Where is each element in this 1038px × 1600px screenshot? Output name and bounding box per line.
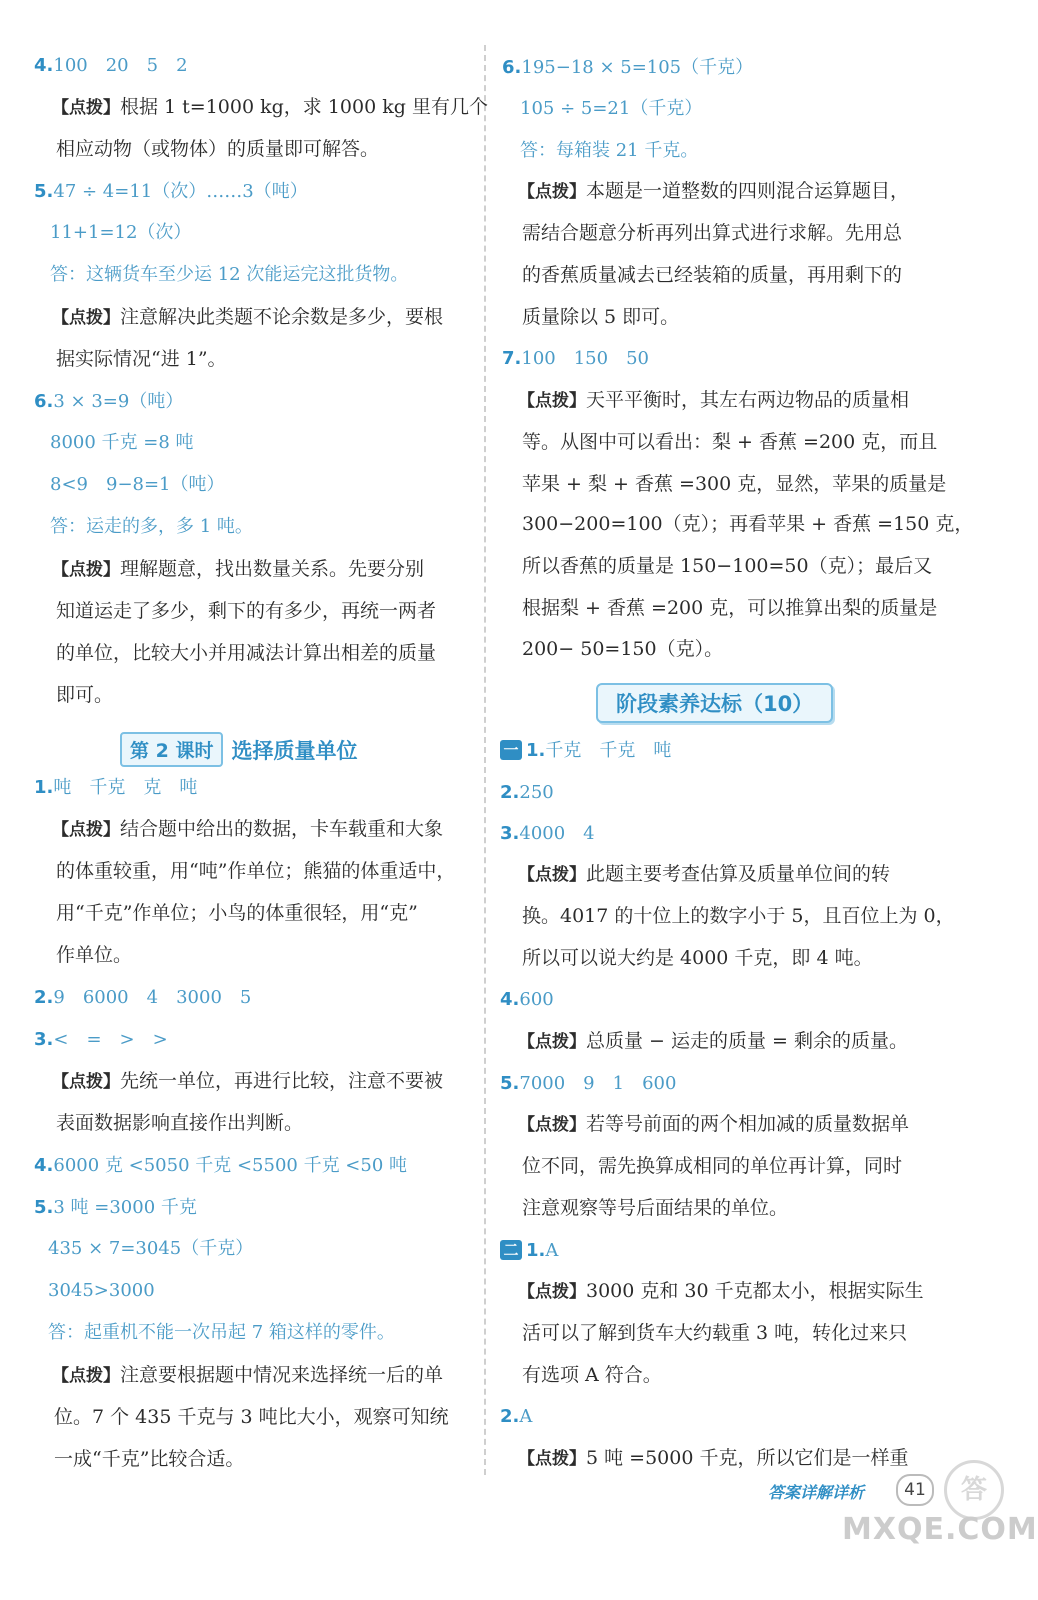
lesson-tip-1-line-3: 用“千克”作单位；小鸟的体重很轻，用“克” (56, 902, 418, 924)
tip-4-line-2: 相应动物（或物体）的质量即可解答。 (56, 138, 380, 160)
part-1-answer-4: 4.600 (500, 989, 554, 1010)
lesson-answer-3: 3.< = > > (34, 1029, 168, 1050)
r-tip-7-line-2: 等。从图中可以看出：梨 + 香蕉 =200 克，而且 (522, 431, 938, 453)
lesson-tip-5-line-1: 【点拨】注意要根据题中情况来选择统一后的单 (52, 1364, 444, 1386)
part-2-tip-1-line-2: 活可以了解到货车大约载重 3 吨，转化过来只 (522, 1322, 908, 1344)
r-tip-7-line-4: 300−200=100（克）；再看苹果 + 香蕉 =150 克， (522, 513, 974, 535)
part-2-tip-1-line-1: 【点拨】3000 克和 30 千克都太小，根据实际生 (518, 1280, 924, 1302)
answer-4: 4.100 20 5 2 (34, 55, 188, 76)
lesson-answer-5: 5.3 吨 =3000 千克 (34, 1197, 197, 1218)
part-2-answer-2: 2.A (500, 1406, 533, 1427)
part-1-tip-5-line-3: 注意观察等号后面结果的单位。 (522, 1197, 789, 1219)
lesson-tip-5-line-3: 一成“千克”比较合适。 (54, 1448, 245, 1470)
answer-6-line-2: 8000 千克 =8 吨 (50, 432, 194, 453)
tip-6-line-2: 知道运走了多少，剩下的有多少，再统一两者 (56, 600, 437, 622)
r-tip-7-line-6: 根据梨 + 香蕉 =200 克，可以推算出梨的质量是 (522, 597, 938, 619)
part-1-badge: 一 (500, 740, 522, 760)
lesson-heading (120, 732, 357, 767)
lesson-answer-1: 1.吨 千克 克 吨 (34, 777, 198, 798)
tip-5-line-1: 【点拨】注意解决此类题不论余数是多少，要根 (52, 306, 444, 328)
lesson-tip-5-line-2: 位。7 个 435 千克与 3 吨比大小，观察可知统 (54, 1406, 449, 1428)
part-1-answer-3: 3.4000 4 (500, 823, 595, 844)
lesson-tip-1-line-4: 作单位。 (56, 944, 133, 966)
r-answer-7: 7.100 150 50 (502, 348, 649, 369)
lesson-tip-1-line-1: 【点拨】结合题中给出的数据，卡车载重和大象 (52, 818, 444, 840)
footer-label: 答案详解详析 (768, 1483, 865, 1502)
lesson-answer-2: 2.9 6000 4 3000 5 (34, 987, 252, 1008)
answer-6: 6.3 × 3=9（吨） (34, 391, 184, 412)
part-2-badge: 二 (500, 1240, 522, 1260)
lesson-answer-5-line-4: 答：起重机不能一次吊起 7 箱这样的零件。 (48, 1322, 395, 1343)
lesson-tip-1-line-2: 的体重较重，用“吨”作单位；熊猫的体重适中， (56, 860, 456, 882)
lesson-answer-4: 4.6000 克 <5050 千克 <5500 千克 <50 吨 (34, 1155, 408, 1176)
r-tip-6-line-4: 质量除以 5 即可。 (522, 306, 680, 328)
lesson-tip-3-line-2: 表面数据影响直接作出判断。 (56, 1112, 304, 1134)
r-answer-6-line-3: 答：每箱装 21 千克。 (520, 140, 699, 161)
part-1-tip-3-line-3: 所以可以说大约是 4000 千克，即 4 吨。 (522, 947, 873, 969)
r-answer-6: 6.195−18 × 5=105（千克） (502, 57, 754, 78)
column-divider (484, 45, 486, 1475)
part-1-tip-5-line-1: 【点拨】若等号前面的两个相加减的质量数据单 (518, 1113, 910, 1135)
answer-6-line-3: 8<9 9−8=1（吨） (50, 474, 225, 495)
r-tip-7-line-5: 所以香蕉的质量是 150−100=50（克）；最后又 (522, 555, 933, 577)
r-tip-7-line-1: 【点拨】天平平衡时，其左右两边物品的质量相 (518, 389, 910, 411)
answer-5-line-3: 答：这辆货车至少运 12 次能运完这批货物。 (50, 264, 409, 285)
part-1-tip-3-line-2: 换。4017 的十位上的数字小于 5，且百位上为 0， (522, 905, 955, 927)
tip-5-line-2: 据实际情况“进 1”。 (56, 348, 227, 370)
watermark-seal: 答 (944, 1460, 1004, 1520)
answer-5-line-2: 11+1=12（次） (50, 222, 192, 243)
r-answer-6-line-2: 105 ÷ 5=21（千克） (520, 98, 703, 119)
r-tip-7-line-7: 200− 50=150（克）。 (522, 638, 724, 660)
tip-6-line-4: 即可。 (56, 684, 114, 706)
lesson-answer-5-line-3: 3045>3000 (48, 1280, 155, 1301)
r-tip-6-line-2: 需结合题意分析再列出算式进行求解。先用总 (522, 222, 903, 244)
part-1-answer-5: 5.7000 9 1 600 (500, 1073, 677, 1094)
stage-title: 阶段素养达标（10） (596, 683, 833, 723)
lesson-answer-5-line-2: 435 × 7=3045（千克） (48, 1238, 254, 1259)
answer-6-line-4: 答：运走的多，多 1 吨。 (50, 516, 253, 537)
watermark-text: MXQE.COM (842, 1512, 1038, 1547)
part-2-tip-2-line-1: 【点拨】5 吨 =5000 千克，所以它们是一样重 (518, 1447, 909, 1469)
part-1-tip-4: 【点拨】总质量 − 运走的质量 = 剩余的质量。 (518, 1030, 908, 1052)
part-1-answer-1: 一 1.千克 千克 吨 (500, 738, 671, 763)
r-tip-6-line-3: 的香蕉质量减去已经装箱的质量，再用剩下的 (522, 264, 903, 286)
r-tip-6-line-1: 【点拨】本题是一道整数的四则混合运算题目， (518, 180, 910, 202)
part-1-tip-5-line-2: 位不同，需先换算成相同的单位再计算，同时 (522, 1155, 903, 1177)
answer-5: 5.47 ÷ 4=11（次）……3（吨） (34, 181, 308, 202)
tip-4-line-1: 【点拨】根据 1 t=1000 kg，求 1000 kg 里有几个 (52, 96, 488, 118)
part-2-answer-1: 二 1.A (500, 1238, 558, 1263)
part-1-tip-3-line-1: 【点拨】此题主要考查估算及质量单位间的转 (518, 863, 891, 885)
stage-heading (596, 683, 833, 723)
lesson-title: 选择质量单位 (231, 738, 358, 763)
tip-6-line-3: 的单位，比较大小并用减法计算出相差的质量 (56, 642, 437, 664)
lesson-tag: 第 2 课时 (120, 732, 223, 767)
lesson-tip-3-line-1: 【点拨】先统一单位，再进行比较，注意不要被 (52, 1070, 444, 1092)
page-number: 41 (896, 1474, 934, 1506)
part-2-tip-1-line-3: 有选项 A 符合。 (522, 1364, 662, 1386)
r-tip-7-line-3: 苹果 + 梨 + 香蕉 =300 克，显然，苹果的质量是 (522, 473, 947, 495)
tip-6-line-1: 【点拨】理解题意，找出数量关系。先要分别 (52, 558, 425, 580)
part-1-answer-2: 2.250 (500, 782, 554, 803)
